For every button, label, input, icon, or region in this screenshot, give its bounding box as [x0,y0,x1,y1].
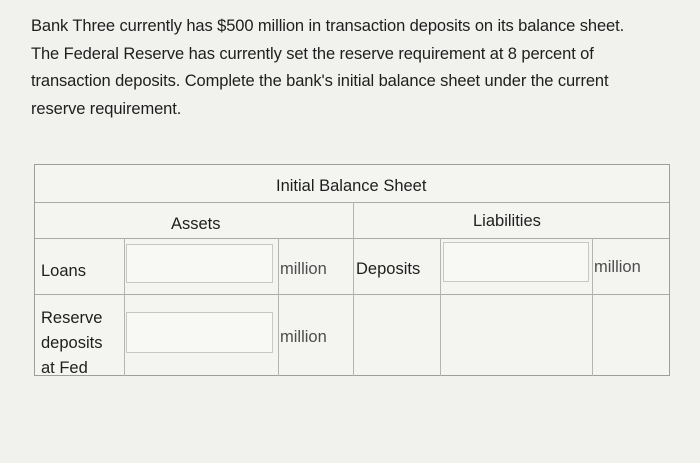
grid-line [440,238,441,376]
deposits-label: Deposits [356,260,421,278]
grid-line [35,202,669,203]
balance-sheet-table [34,164,670,376]
grid-line [278,238,279,376]
liabilities-header: Liabilities [473,212,541,230]
grid-line [35,294,669,295]
deposits-input[interactable] [443,242,589,282]
reserve-deposits-label-line: at Fed [41,359,88,377]
question-text [31,13,671,123]
question-line: Bank Three currently has $500 million in transaction deposits on its balance sheet. [31,17,625,35]
reserve-deposits-unit: million [280,328,327,346]
reserve-deposits-input[interactable] [126,312,273,353]
deposits-unit: million [594,258,641,276]
grid-line [353,202,354,376]
loans-unit: million [280,260,327,278]
table-title: Initial Balance Sheet [276,177,427,195]
question-line: reserve requirement. [31,99,182,118]
grid-line [592,238,593,376]
loans-label: Loans [41,262,86,280]
assets-header: Assets [171,215,221,233]
reserve-deposits-label [41,306,102,381]
loans-input[interactable] [126,244,273,283]
question-line: transaction deposits. Complete the bank's initial balance sheet under the current [31,72,609,90]
grid-line [124,238,125,376]
reserve-deposits-label-line: deposits [41,334,103,352]
question-line: The Federal Reserve has currently set the reserve requirement at 8 percent of [31,44,594,63]
grid-line [35,238,669,239]
reserve-deposits-label-line: Reserve [41,309,103,327]
